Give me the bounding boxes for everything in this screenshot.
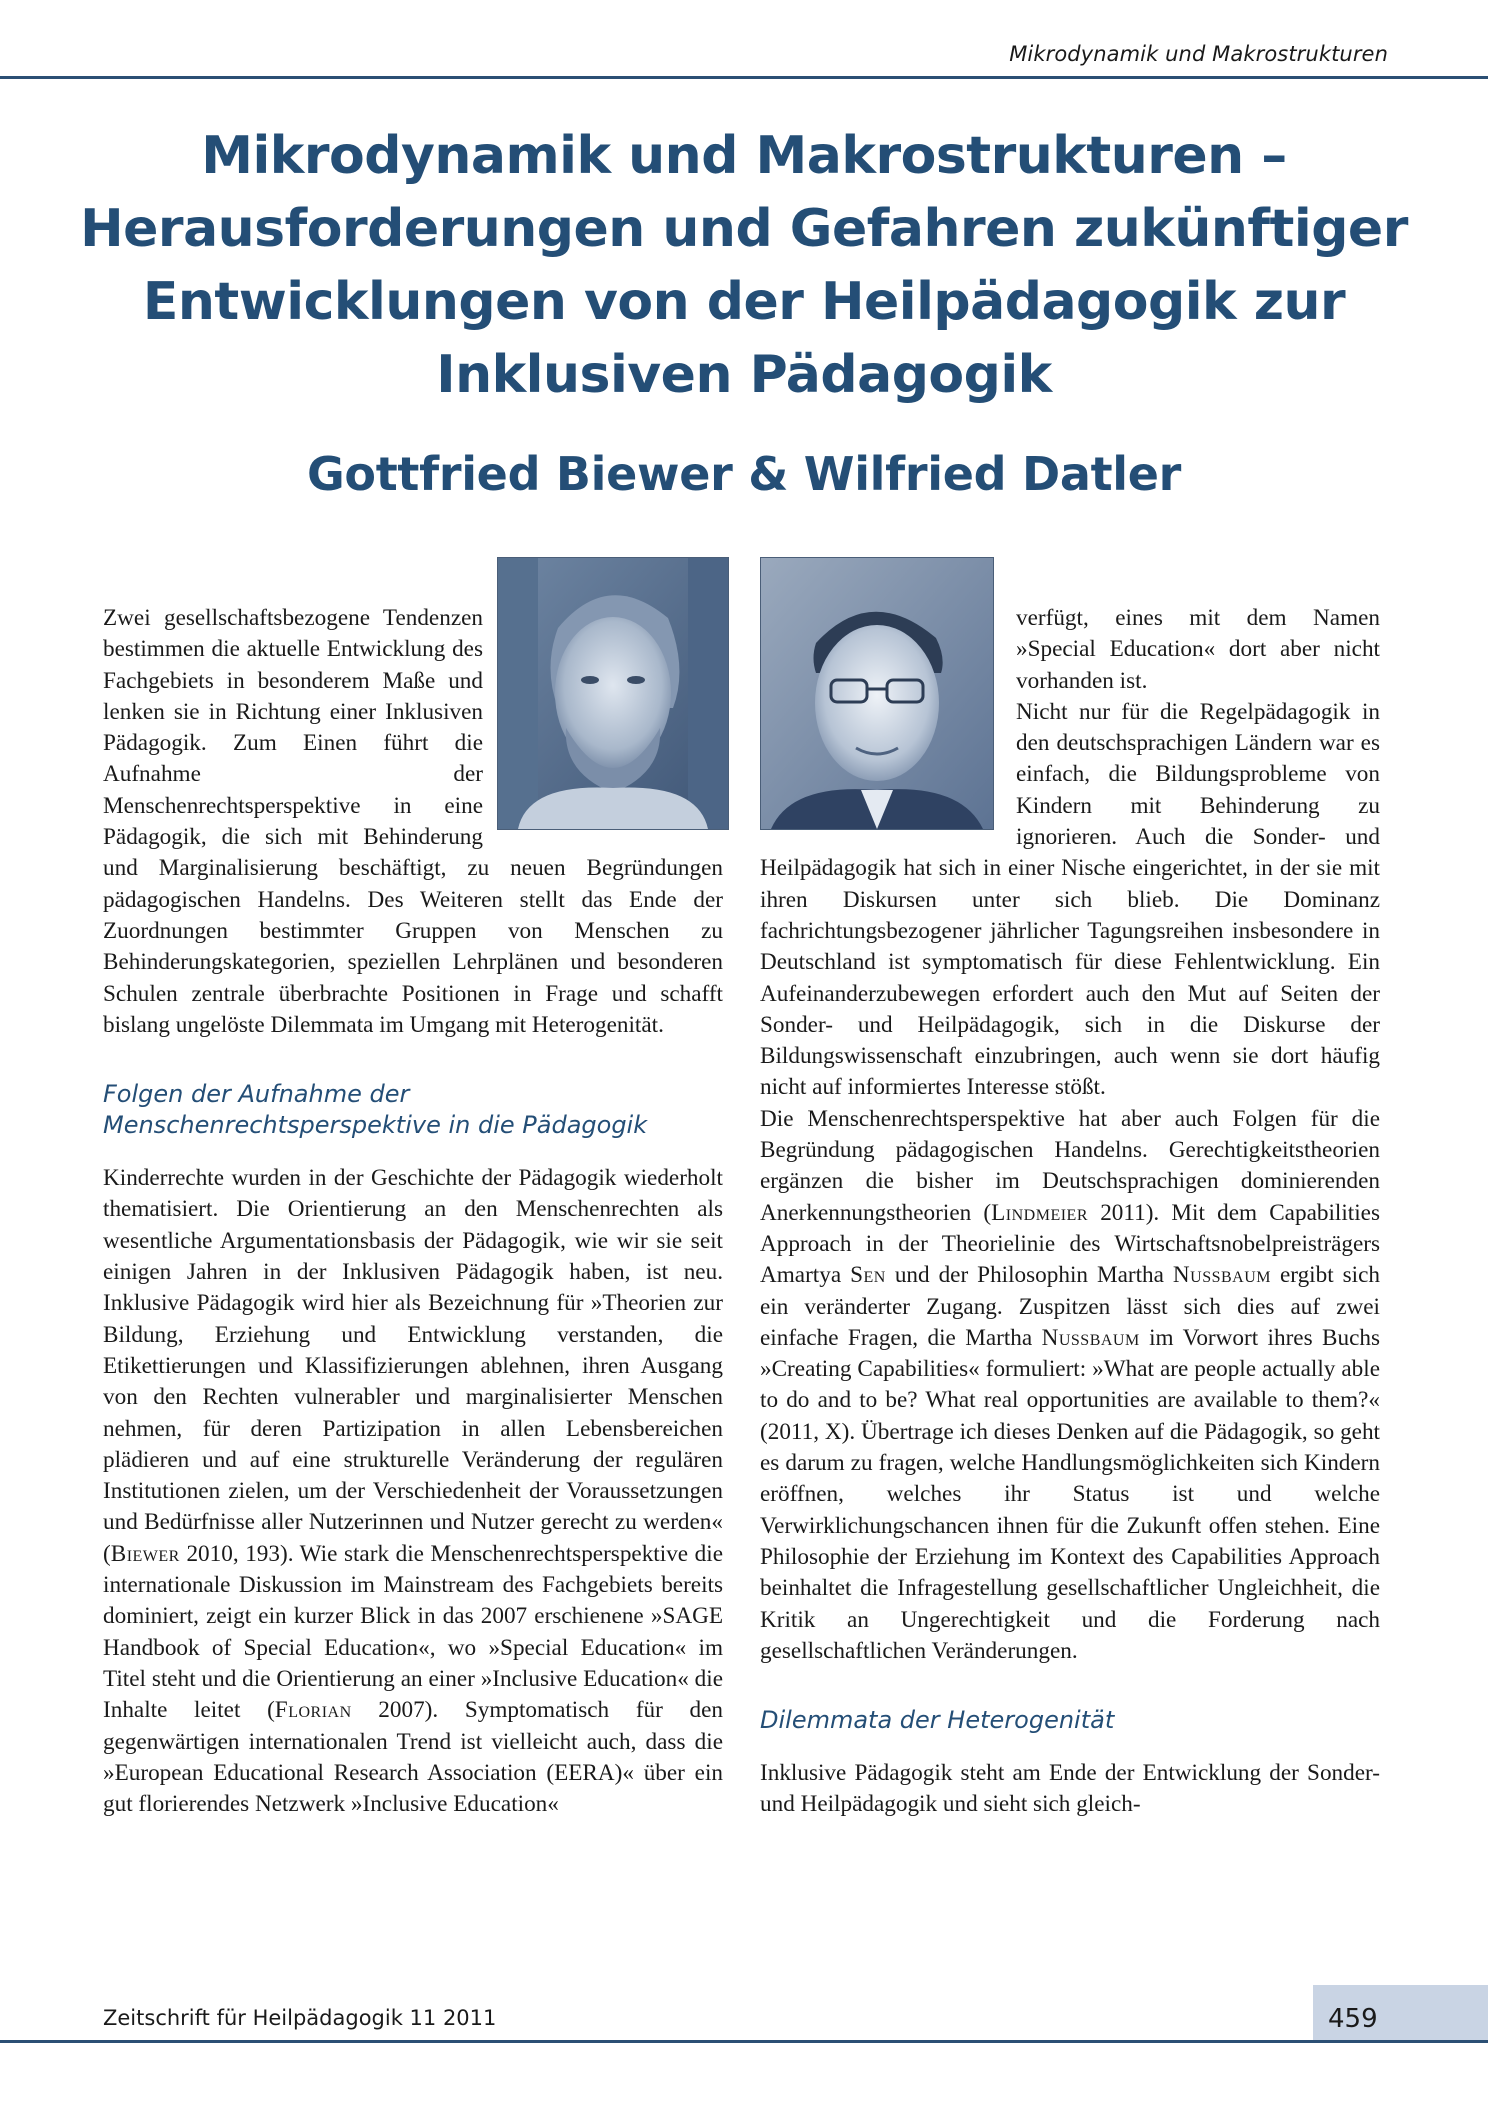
page-number: 459	[1328, 2004, 1378, 2034]
citation-author: Biewer	[110, 1540, 180, 1567]
citation-author: Lindmeier	[991, 1199, 1088, 1226]
section-heading-heterogenitaet: Dilemmata der Heterogenität	[760, 1706, 1115, 1735]
text-run: Die Menschenrechtsperspektive hat aber auch Folgen für die Begründung pädagogischen Handelns. Gerechtigkeitstheorien ergänzen die bisher im Deutschsprachigen dominierenden Anerkennungstheorien (	[760, 1105, 1380, 1226]
article-title	[80, 120, 1408, 412]
journal-info: Zeitschrift für Heilpädagogik 11 2011	[103, 2006, 497, 2030]
text-run: Kinderrechte wurden in der Geschichte der Pädagogik wiederholt thematisiert. Die Orientierung an den Menschenrechten als wesentliche Argumentationsbasis der Pädagogik, wie wir sie seit einigen Jahren in der Inklusiven Pädagogik haben, ist neu. Inklusive Pädagogik wird hier als Bezeichnung für »Theorien zur Bildung, Erziehung und Entwicklung verstanden, die Etikettierungen und Klassifizierungen ablehnen, ihren Ausgang von den Rechten vulnerabler und marginalisierter Menschen nehmen, für deren Partizipation in allen Lebensbereichen plädieren und auf eine strukturelle Veränderung der regulären Institutionen zielen, um der Verschiedenheit der Voraussetzungen und Bedürfnisse aller Nutzerinnen und Nutzer gerecht zu werden« (	[103, 1165, 723, 1567]
running-title: Mikrodynamik und Makrostrukturen	[1009, 42, 1388, 66]
photo-spacer	[483, 603, 723, 844]
citation-author: Nussbaum	[1041, 1324, 1140, 1351]
body-paragraph: verfügt, eines mit dem Namen »Special Education« dort aber nicht vorhanden ist.	[1016, 605, 1380, 694]
citation-author: Sen	[850, 1262, 886, 1289]
title-line: Herausforderungen und Gefahren zukünftiger	[80, 199, 1408, 259]
text-run: 2011). Mit dem Capabilities Approach in der Theorielinie des Wirtschaftsnobelpreisträgers Amartya	[760, 1199, 1380, 1289]
title-line: Entwicklungen von der Heilpädagogik zur	[142, 272, 1346, 332]
header-rule	[0, 76, 1488, 79]
body-paragraph	[760, 1104, 1380, 1667]
text-run: und der Philosophin Martha	[885, 1262, 1173, 1289]
photo-spacer	[760, 603, 1016, 844]
text-run: 2007). Symptomatisch für den gegenwärtigen internationalen Trend ist vielleicht auch, dass die »European Educational Research Association (EERA)« über ein gut florierendes Netzwerk »Inclusive Education«	[103, 1697, 724, 1818]
title-line: Mikrodynamik und Makrostrukturen –	[201, 126, 1287, 186]
left-column	[103, 603, 723, 1820]
article-authors: Gottfried Biewer & Wilfried Datler	[306, 447, 1182, 501]
body-paragraph: Nicht nur für die Regelpädagogik in den deutschsprachigen Ländern war es einfach, die Bildungsprobleme von Kindern mit Behinderung zu ignorieren. Auch die Sonder- und Heilpädagogik hat sich in einer Nische eingerichtet, in der sie mit ihren Diskursen unter sich blieb. Die Dominanz fachrichtungsbezogener jährlicher Tagungsreihen insbesondere in Deutschland ist symptomatisch für diese Fehlentwicklung. Ein Aufeinanderzubewegen erfordert auch den Mut auf Seiten der Sonder- und Heilpädagogik, sich in die Diskurse der Bildungswissenschaft einzubringen, auch wenn sie dort häufig nicht auf informiertes Interesse stößt.	[760, 698, 1380, 1101]
intro-paragraph: Zwei gesellschaftsbezogene Tendenzen bestimmen die aktuelle Entwicklung des Fachgebiets in besonderem Maße und lenken sie in Richtung einer Inklusiven Pädagogik. Zum Einen führt die Aufnahme der Menschenrechtsperspektive in eine Pädagogik, die sich mit Behinderung und Marginalisierung beschäftigt, zu neuen Begründungen pädagogischen Handelns. Des Weiteren stellt das Ende der Zuordnungen bestimmter Gruppen von Menschen zu Behinderungskategorien, speziellen Lehrplänen und besonderen Schulen zentrale überbrachte Positionen in Frage und schafft bislang ungelöste Dilemmata im Umgang mit Heterogenität.	[103, 605, 723, 1038]
text-run: ergibt sich ein veränderter Zugang. Zuspitzen lässt sich dies auf zwei einfache Fragen, die Martha	[760, 1262, 1380, 1351]
citation-author: Nussbaum	[1172, 1262, 1272, 1289]
footer-rule	[0, 2040, 1488, 2043]
title-line: Inklusiven Pädagogik	[436, 345, 1052, 405]
body-paragraph: Inklusive Pädagogik steht am Ende der Entwicklung der Sonder- und Heilpädagogik und sieht sich gleich-	[760, 1760, 1380, 1818]
body-paragraph	[103, 1163, 723, 1820]
right-column	[760, 603, 1380, 1821]
citation-author: Florian	[274, 1697, 352, 1724]
text-run: im Vorwort ihres Buchs »Creating Capabilities« formuliert: »What are people actually able to do and to be? What real opportunities are available to them?« (2011, X). Übertrage ich dieses Denken auf die Pädagogik, so geht es darum zu fragen, welche Handlungsmöglichkeiten sich Kindern eröffnen, welches ihr Status ist und welche Verwirklichungschancen ihnen für die Zukunft offen stehen. Eine Philosophie der Erziehung im Kontext des Capabilities Approach beinhaltet die Infragestellung gesellschaftlicher Ungleichheit, die Kritik an Ungerechtigkeit und die Forderung nach gesellschaftlichen Veränderungen.	[760, 1324, 1380, 1664]
section-heading-menschenrechte: Folgen der Aufnahme der Menschenrechtsperspektive in die Pädagogik	[103, 1080, 648, 1140]
text-run: 2010, 193). Wie stark die Menschenrechtsperspektive die internationale Diskussion im Mainstream des Fachgebiets bereits dominiert, zeigt ein kurzer Blick in das 2007 erschienene »SAGE Handbook of Special Education«, wo »Special Education« im Titel steht und die Orientierung an einer »Inclusive Education« die Inhalte leitet (	[103, 1540, 723, 1724]
